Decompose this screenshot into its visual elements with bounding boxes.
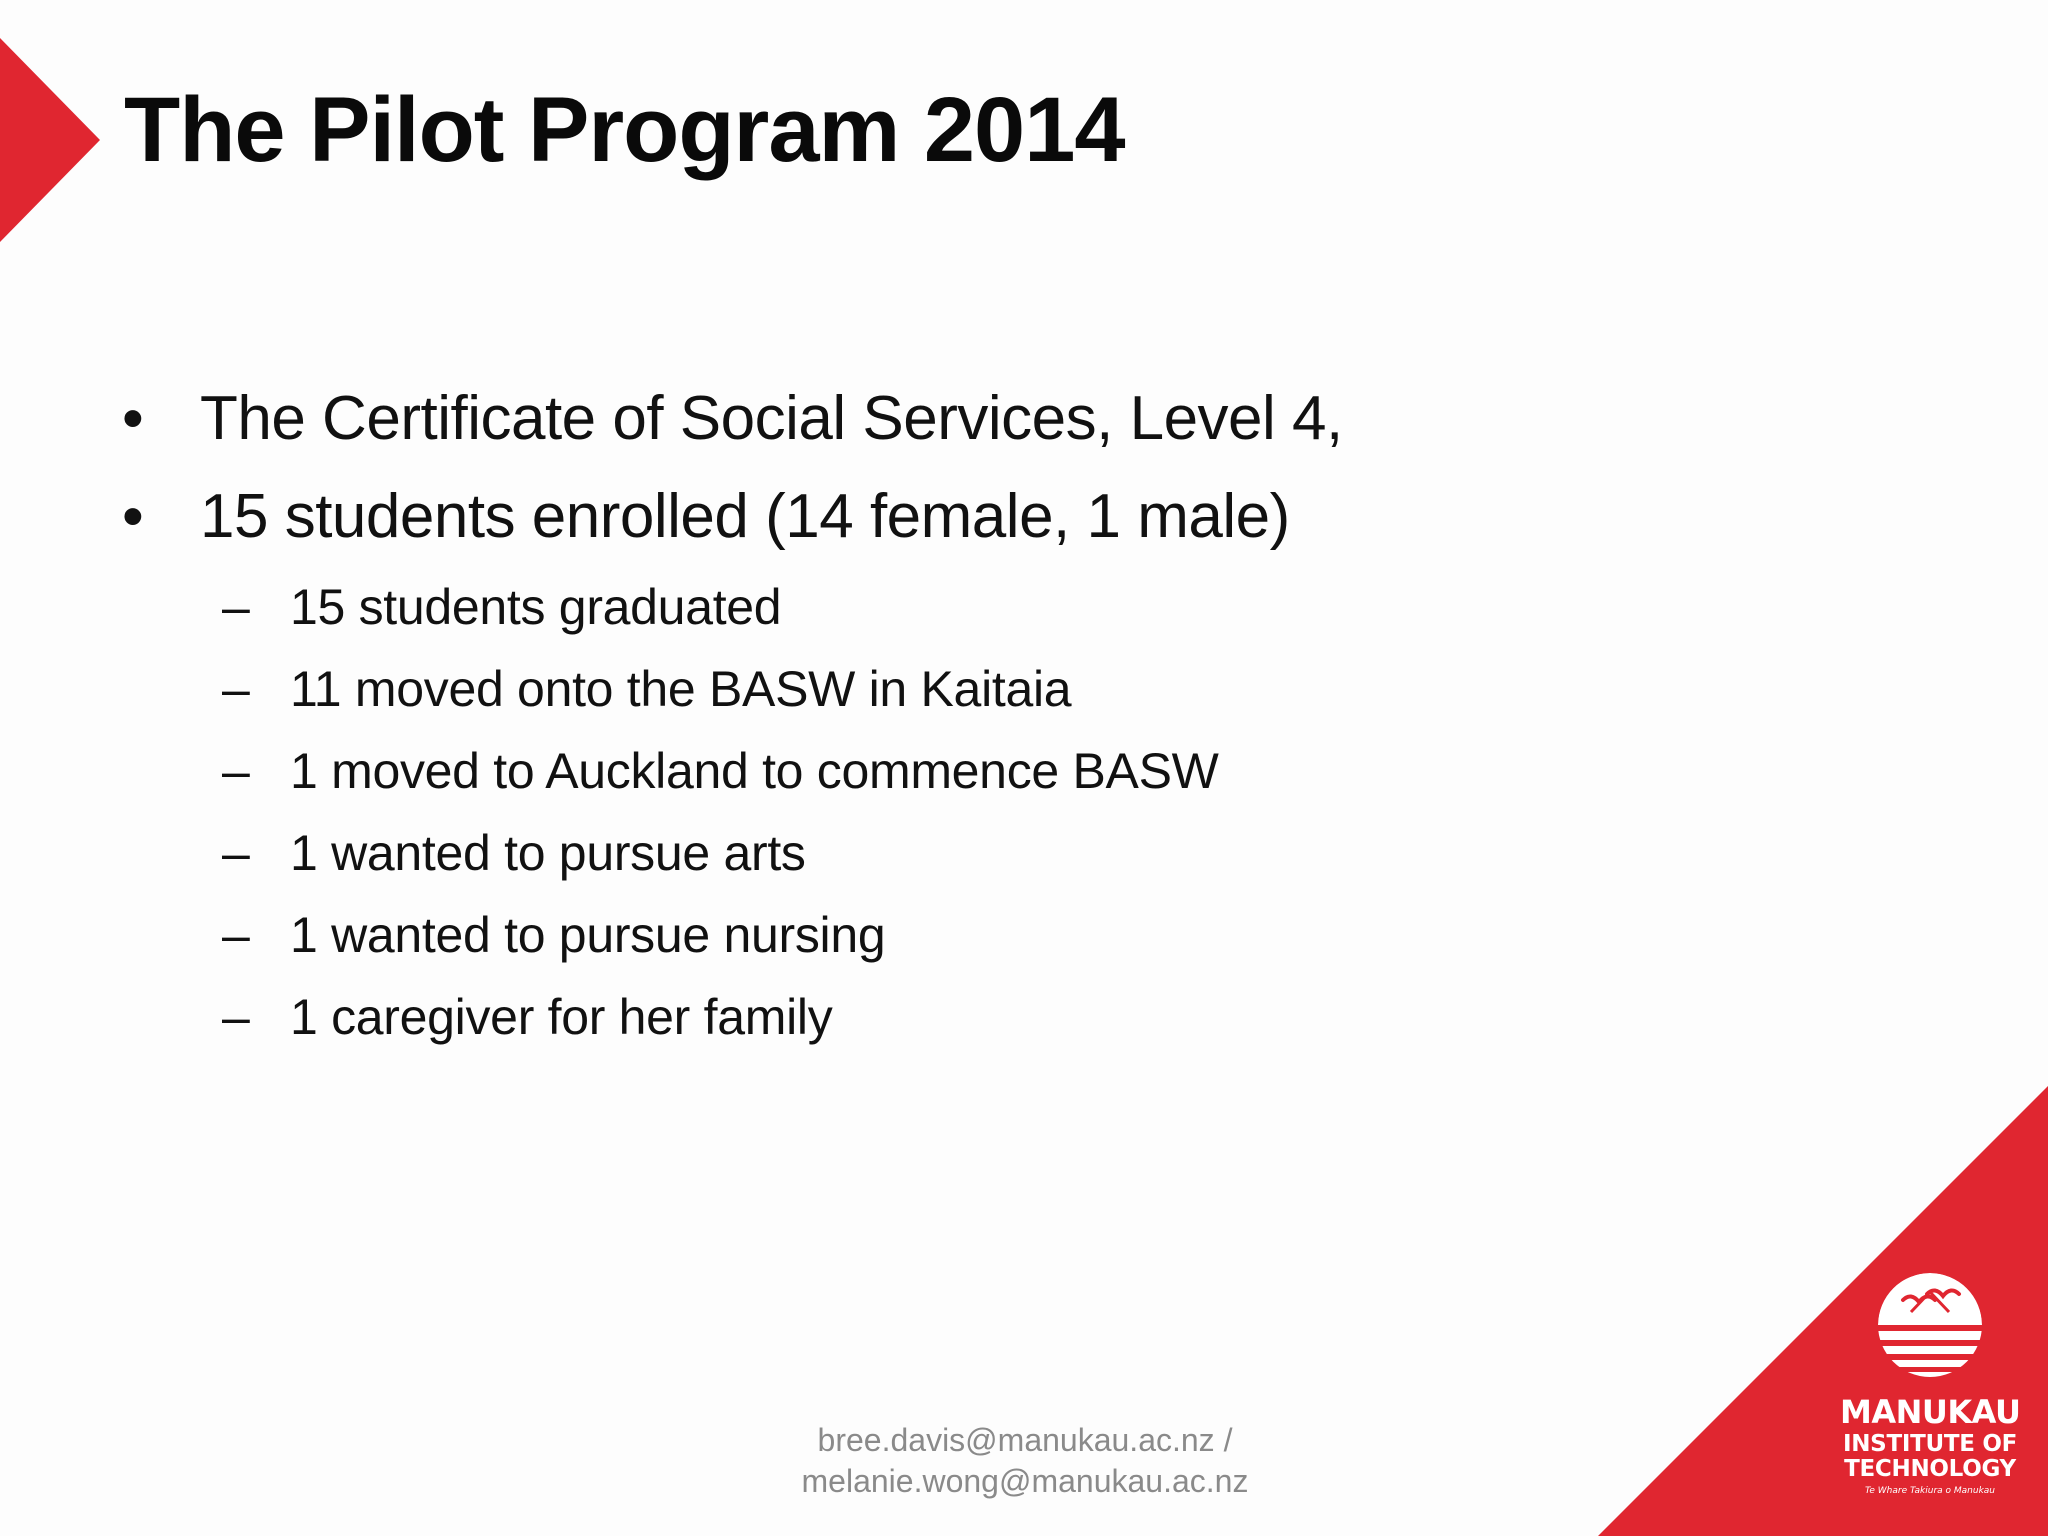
sub-bullet-marker: –: [222, 661, 250, 717]
bullet-list: [120, 370, 1420, 1058]
sub-bullet-text: 11 moved onto the BASW in Kaitaia: [290, 661, 1072, 717]
bullet-text: The Certificate of Social Services, Level 4,: [200, 384, 1343, 453]
slide-title: The Pilot Program 2014: [124, 79, 1125, 181]
sub-bullet-text: 15 students graduated: [290, 579, 782, 635]
sub-bullet-marker: –: [222, 743, 250, 799]
logo-tagline: Te Whare Takiura o Manukau: [1864, 1486, 1996, 1496]
sub-bullet-text: 1 wanted to pursue arts: [290, 825, 806, 881]
bullet-item: [120, 370, 1420, 468]
logo-name-line1: MANUKAU: [1840, 1393, 2021, 1431]
footer-email-2: melanie.wong@manukau.ac.nz: [801, 1463, 1249, 1499]
bullet-marker: •: [122, 384, 144, 453]
bullet-item: [120, 468, 1420, 566]
sub-bullet-marker: –: [222, 907, 250, 963]
sub-bullet-item: [120, 730, 1420, 812]
footer-email-1: bree.davis@manukau.ac.nz /: [817, 1422, 1233, 1458]
corner-triangle-decoration: [0, 0, 110, 260]
bullet-text: 15 students enrolled (14 female, 1 male): [200, 482, 1290, 551]
sub-bullet-item: [120, 812, 1420, 894]
logo-name-line3: TECHNOLOGY: [1844, 1456, 2016, 1482]
sub-bullet-item: [120, 566, 1420, 648]
sub-bullet-marker: –: [222, 989, 250, 1045]
sub-bullet-item: [120, 648, 1420, 730]
sub-bullet-item: [120, 976, 1420, 1058]
sub-bullet-text: 1 moved to Auckland to commence BASW: [290, 743, 1219, 799]
sub-bullet-marker: –: [222, 825, 250, 881]
logo-name-line2: INSTITUTE OF: [1842, 1431, 2018, 1457]
bullet-marker: •: [122, 482, 144, 551]
mit-emblem-icon: [1875, 1270, 1985, 1380]
sub-bullet-text: 1 caregiver for her family: [290, 989, 833, 1045]
mit-logo-text: [1840, 1393, 2021, 1496]
sub-bullet-text: 1 wanted to pursue nursing: [290, 907, 886, 963]
sub-bullet-marker: –: [222, 579, 250, 635]
mit-logo: [1840, 1270, 2020, 1530]
sub-bullet-item: [120, 894, 1420, 976]
footer-contact: [760, 1420, 1290, 1502]
